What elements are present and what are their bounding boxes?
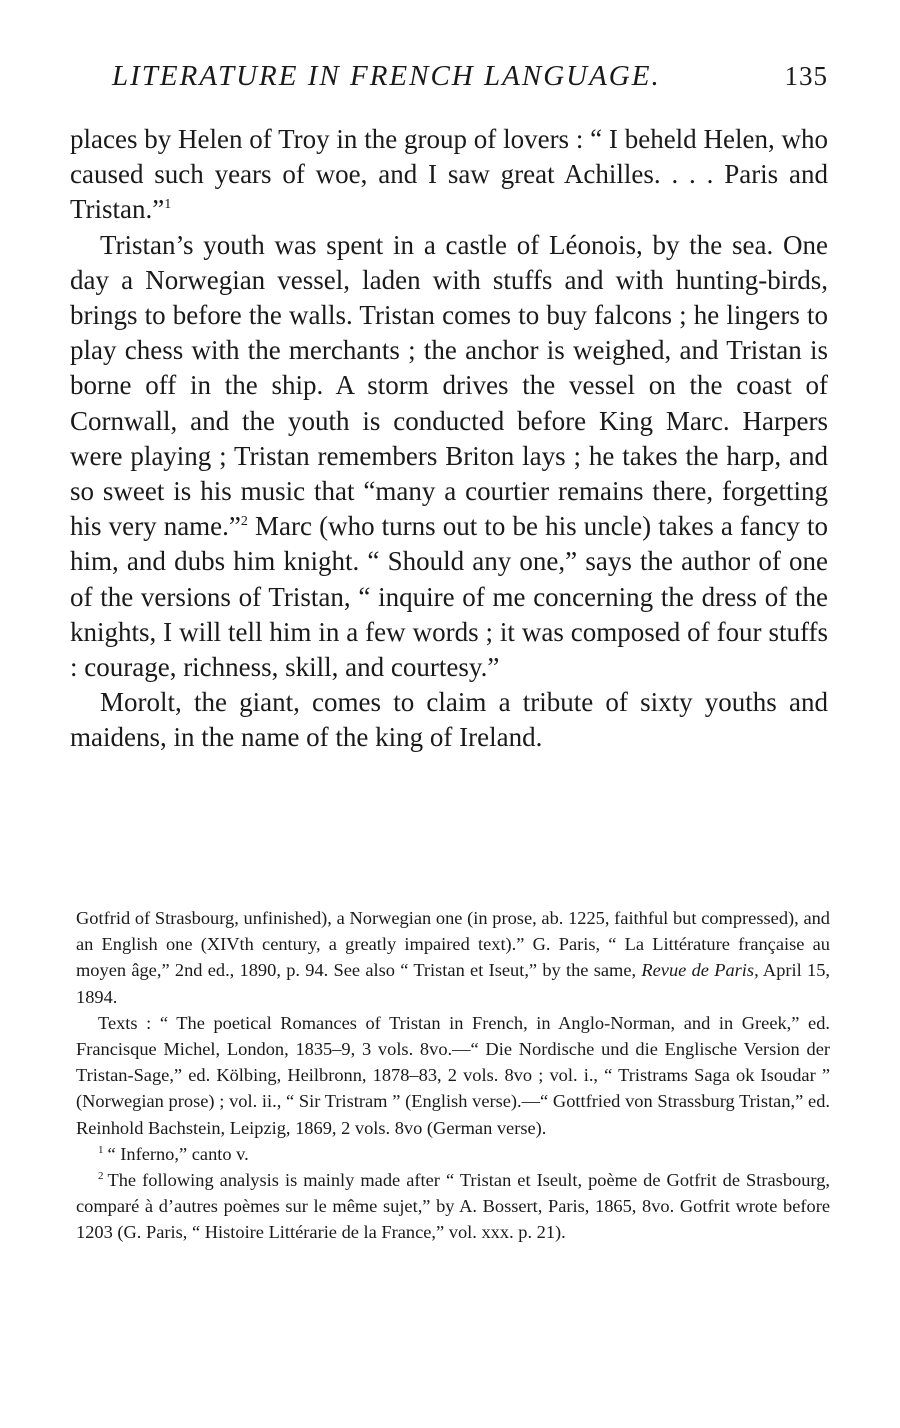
footnote-2: [76, 1167, 830, 1246]
running-title: LITERATURE IN FRENCH LANGUAGE.: [112, 60, 661, 92]
footnote-text: The following analysis is mainly made after “ Tristan et Iseult, poème de Gotfrit de Strasbourg, comparé à d’autres poèmes sur le même sujet,” by A. Bossert, Paris, 1865, 8vo. Gotfrit wrote before 1203 (G. Paris, “ Histoire Littérarie de la France,” vol. xxx. p. 21).: [76, 1170, 830, 1243]
footnote-text: April 15, 1894.: [76, 960, 830, 1007]
running-head: [70, 60, 828, 100]
paragraph-tristan-youth: [70, 228, 828, 686]
paragraph-text: places by Helen of Troy in the group of lovers : “ I beheld Helen, who caused such years of woe, and I saw great Achilles. . . . Paris and Tristan.”: [70, 124, 828, 225]
footnote-ref-2: 2: [240, 514, 248, 530]
page: [70, 60, 828, 756]
footnote-continuation: [76, 905, 830, 1010]
paragraph-text: Marc (who turns out to be his uncle) takes a fancy to him, and dubs him knight. “ Should any one,” says the author of one of the versions of Tristan, “ inquire of me concerning the dress of the knights, I will tell him in a few words ; it was composed of four stuffs : courage, richness, skill, and courtesy.”: [70, 511, 828, 683]
footnote-ref-1: 1: [164, 197, 172, 213]
paragraph-text: Tristan’s youth was spent in a castle of Léonois, by the sea. One day a Norwegian vessel, laden with stuffs and with hunting-birds, brings to before the walls. Tristan comes to buy falcons ; he lingers to play chess with the merchants ; the anchor is weighed, and Tristan is borne off in the ship. A storm drives the vessel on the coast of Cornwall, and the youth is conducted before King Marc. Harpers were playing ; Tristan remembers Briton lays ; he takes the harp, and so sweet is his music that “many a courtier remains there, forgetting his very name.”: [70, 229, 828, 542]
footnote-text: Gotfrid of Strasbourg, unfinished), a Norwegian one (in prose, ab. 1225, faithful but compressed), and an English one (XIVth century, a greatly impaired text).” G. Paris, “ La Littérature française au moyen âge,” 2nd ed., 1890, p. 94. See also “ Tristan et Iseut,” by the same,: [76, 908, 830, 981]
page-number: 135: [784, 61, 828, 91]
footnotes: [76, 905, 830, 1246]
footnote-texts: Texts : “ The poetical Romances of Tristan in French, in Anglo-Norman, and in Greek,” ed. Francisque Michel, London, 1835–9, 3 vols. 8vo.—“ Die Nordische und die Englische Version der Tristan-Sage,” ed. Kölbing, Heilbronn, 1878–83, 2 vols. 8vo ; vol. i., “ Tristrams Saga ok Isoudar ” (Norwegian prose) ; vol. ii., “ Sir Tristram ” (English verse).—“ Gottfried von Strassburg Tristan,” ed. Reinhold Bachstein, Leipzig, 1869, 2 vols. 8vo (German verse).: [76, 1012, 830, 1138]
footnote-number: 1: [98, 1143, 104, 1156]
footnote-text: “ Inferno,” canto v.: [107, 1143, 249, 1164]
paragraph-continued: [70, 122, 828, 228]
footnote-1: [76, 1141, 830, 1167]
journal-title: Revue de Paris,: [641, 960, 759, 981]
paragraph-morolt: Morolt, the giant, comes to claim a tribute of sixty youths and maidens, in the name of the king of Ireland.: [70, 687, 828, 753]
footnote-number: 2: [98, 1169, 104, 1182]
body-text: [70, 122, 828, 756]
